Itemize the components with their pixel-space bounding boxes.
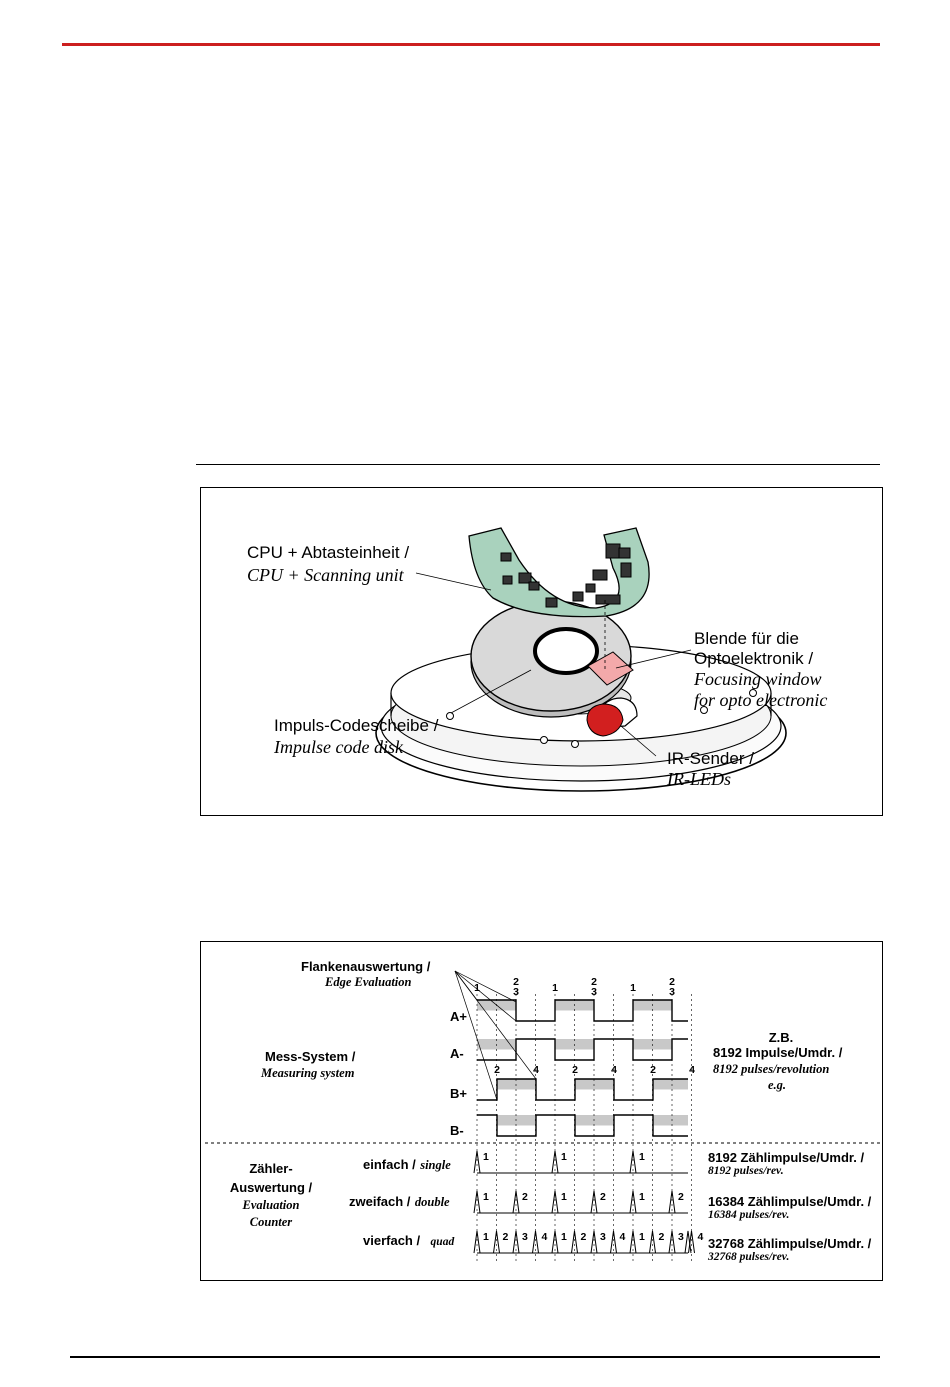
window-label-de-1: Blende für die <box>694 629 799 648</box>
quad-mode-en: quad <box>430 1236 455 1248</box>
edge-number: 3 <box>669 986 675 998</box>
edge-pointer-line <box>455 971 536 1079</box>
single-mode-en: single <box>420 1158 451 1172</box>
single-count-number: 1 <box>483 1151 489 1163</box>
double-result-en: 16384 pulses/rev. <box>708 1209 790 1221</box>
signal-fill-b-plus <box>575 1079 614 1090</box>
edge-number: 1 <box>630 982 636 994</box>
edge-title-en: Edge Evaluation <box>325 975 412 989</box>
quad-count-number: 2 <box>502 1231 509 1243</box>
edge-number: 2 <box>572 1064 578 1076</box>
encoder-assembly-figure <box>200 487 883 816</box>
header-rule <box>62 43 880 46</box>
single-count-number: 1 <box>561 1151 567 1163</box>
quad-result-de: 32768 Zählimpulse/Umdr. / <box>708 1236 872 1251</box>
counter-label-en-2: Counter <box>249 1215 293 1229</box>
example-line-4: e.g. <box>767 1078 787 1092</box>
quad-count-number: 3 <box>600 1231 606 1243</box>
signal-label-a-minus: A- <box>450 1046 464 1061</box>
edge-number: 3 <box>591 986 597 998</box>
edge-number: 4 <box>689 1064 695 1076</box>
ir-label-en: IR-LEDs <box>667 769 731 789</box>
quad-count-number: 4 <box>619 1231 626 1243</box>
mess-system-de: Mess-System / <box>265 1049 356 1064</box>
quad-result-en: 32768 pulses/rev. <box>708 1251 790 1263</box>
single-count-number: 1 <box>639 1151 645 1163</box>
counter-label-de-1: Zähler- <box>249 1161 293 1176</box>
signal-fill-b-minus <box>497 1115 536 1126</box>
single-result-de: 8192 Zählimpulse/Umdr. / <box>708 1150 865 1165</box>
signal-label-b-plus: B+ <box>450 1086 467 1101</box>
edge-number: 2 <box>513 976 519 988</box>
signal-fill-b-minus <box>575 1115 614 1126</box>
single-result-en: 8192 pulses/rev. <box>708 1165 784 1177</box>
screw-hole <box>447 713 454 720</box>
quad-count-number: 1 <box>561 1231 567 1243</box>
quad-mode-de: vierfach / <box>363 1233 421 1248</box>
single-mode-de: einfach / <box>363 1157 416 1172</box>
quad-count-number: 2 <box>658 1231 665 1243</box>
quad-mode-label <box>363 1232 454 1250</box>
quad-count-number: 3 <box>678 1231 684 1243</box>
single-mode-label <box>363 1156 451 1174</box>
quad-count-number: 1 <box>639 1231 645 1243</box>
double-result-de: 16384 Zählimpulse/Umdr. / <box>708 1194 872 1209</box>
double-count-number: 2 <box>600 1191 606 1203</box>
double-count-number: 1 <box>561 1191 567 1203</box>
disk-label-de: Impuls-Codescheibe / <box>274 716 439 735</box>
double-count-number: 1 <box>639 1191 645 1203</box>
counter-label-en-1: Evaluation <box>242 1198 300 1212</box>
signal-label-a-plus: A+ <box>450 1009 467 1024</box>
edge-number: 4 <box>611 1064 617 1076</box>
edge-title-de: Flankenauswertung / <box>301 959 431 974</box>
screw-hole <box>572 741 579 748</box>
mess-system-en: Measuring system <box>261 1066 355 1080</box>
edge-pointer-line <box>455 971 516 1002</box>
double-count-number: 1 <box>483 1191 489 1203</box>
disk-label-en: Impulse code disk <box>274 737 403 757</box>
window-label-en-2: for opto electronic <box>694 690 828 710</box>
signal-fill-b-minus <box>653 1115 688 1126</box>
counter-label-de-2: Auswertung / <box>229 1180 313 1195</box>
double-mode-de: zweifach / <box>349 1194 411 1209</box>
cpu-label-en: CPU + Scanning unit <box>247 565 404 585</box>
double-count-number: 2 <box>522 1191 528 1203</box>
double-mode-label <box>349 1193 450 1211</box>
ir-label-de: IR-Sender / <box>667 749 754 768</box>
section-divider <box>196 464 880 465</box>
quad-count-number: 3 <box>522 1231 528 1243</box>
edge-number: 2 <box>494 1064 500 1076</box>
window-label-de-2: Optoelektronik / <box>694 649 814 668</box>
edge-number: 2 <box>591 976 597 988</box>
edge-number: 2 <box>669 976 675 988</box>
quad-count-number: 2 <box>580 1231 587 1243</box>
double-mode-en: double <box>414 1195 450 1209</box>
cpu-label-de: CPU + Abtasteinheit / <box>247 543 410 562</box>
footer-rule <box>70 1356 880 1358</box>
quad-count-number: 1 <box>483 1231 489 1243</box>
edge-number: 4 <box>533 1064 539 1076</box>
quad-count-number: 4 <box>697 1231 704 1243</box>
edge-number: 1 <box>552 982 558 994</box>
edge-number: 1 <box>474 982 480 994</box>
example-line-2: 8192 Impulse/Umdr. / <box>713 1045 843 1060</box>
signal-fill-b-plus <box>497 1079 536 1090</box>
example-line-1: Z.B. <box>768 1030 794 1045</box>
quad-count-number: 4 <box>541 1231 548 1243</box>
timing-diagram <box>201 942 884 1282</box>
edge-evaluation-figure <box>200 941 883 1281</box>
signal-fill-b-plus <box>653 1079 688 1090</box>
example-line-3: 8192 pulses/revolution <box>713 1062 830 1076</box>
edge-number: 3 <box>513 986 519 998</box>
screw-hole <box>541 737 548 744</box>
edge-number: 2 <box>650 1064 656 1076</box>
signal-label-b-minus: B- <box>450 1123 464 1138</box>
double-count-number: 2 <box>678 1191 684 1203</box>
window-label-en-1: Focusing window <box>694 669 822 689</box>
